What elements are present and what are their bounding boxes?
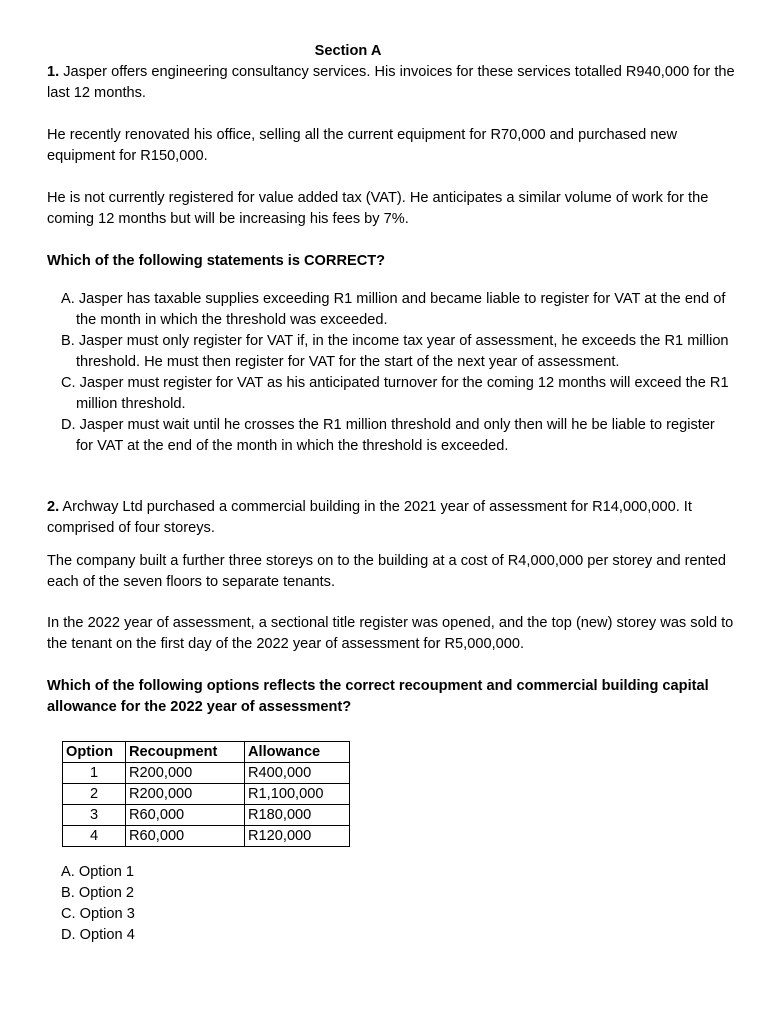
q2-answer-c: C. Option 3 [61,906,135,922]
table-cell-allowance: R120,000 [245,826,350,847]
q1-options-list [61,289,731,457]
q1-intro-text: Jasper offers engineering consultancy services. His invoices for these services totalled R940,000 for the last 12 months. [47,64,735,101]
q2-intro [47,497,737,539]
q1-question: Which of the following statements is CORRECT? [47,253,386,269]
table-cell-option: 4 [63,826,126,847]
section-title: Section A [314,43,382,59]
q2-answer-a: A. Option 1 [61,864,135,880]
q1-number: 1. [47,64,60,80]
q2-answer-d: D. Option 4 [61,927,135,943]
q1-option-c: C. Jasper must register for VAT as his anticipated turnover for the coming 12 months will exceed the R1 million threshold. [61,375,729,412]
table-cell-option: 3 [63,805,126,826]
q1-option-a: A. Jasper has taxable supplies exceeding R1 million and became liable to register for VAT at the end of the month in which the threshold was exceeded. [61,291,726,328]
table-cell-recoupment: R60,000 [126,826,245,847]
q2-intro-text: Archway Ltd purchased a commercial building in the 2021 year of assessment for R14,000,000. It comprised of four storeys. [47,499,692,536]
q2-paragraph-3: In the 2022 year of assessment, a sectional title register was opened, and the top (new) storey was sold to the tenant on the first day of the 2022 year of assessment for R5,000,000. [47,615,734,652]
table-header-recoupment: Recoupment [126,742,245,763]
q1-intro [47,62,737,104]
q1-paragraph-3: He is not currently registered for value added tax (VAT). He anticipates a similar volume of work for the coming 12 months but will be increasing his fees by 7%. [47,190,709,227]
table-cell-recoupment: R60,000 [126,805,245,826]
q1-paragraph-2: He recently renovated his office, selling all the current equipment for R70,000 and purchased new equipment for R150,000. [47,127,678,164]
q2-answer-b: B. Option 2 [61,885,135,901]
table-cell-option: 2 [63,784,126,805]
q2-question: Which of the following options reflects the correct recoupment and commercial building capital allowance for the 2022 year of assessment? [47,678,709,715]
table-header-allowance: Allowance [245,742,350,763]
table-cell-option: 1 [63,763,126,784]
table-cell-allowance: R1,100,000 [245,784,350,805]
table-cell-allowance: R400,000 [245,763,350,784]
q2-paragraph-2: The company built a further three storeys on to the building at a cost of R4,000,000 per storey and rented each of the seven floors to separate tenants. [47,553,727,590]
table-row [63,784,350,805]
q1-option-d: D. Jasper must wait until he crosses the R1 million threshold and only then will he be liable to register for VAT at the end of the month in which the threshold is exceeded. [61,417,715,454]
q1-option-b: B. Jasper must only register for VAT if, in the income tax year of assessment, he exceeds the R1 million threshold. He must then register for VAT for the start of the next year of assessment. [61,333,729,370]
table-row [63,805,350,826]
table-row [63,826,350,847]
table-row [63,763,350,784]
table-header-option: Option [63,742,126,763]
table-cell-recoupment: R200,000 [126,784,245,805]
q2-number: 2. [47,499,60,515]
options-table [62,741,350,847]
table-header-row [63,742,350,763]
table-cell-recoupment: R200,000 [126,763,245,784]
q2-answers-list [61,862,135,946]
table-cell-allowance: R180,000 [245,805,350,826]
